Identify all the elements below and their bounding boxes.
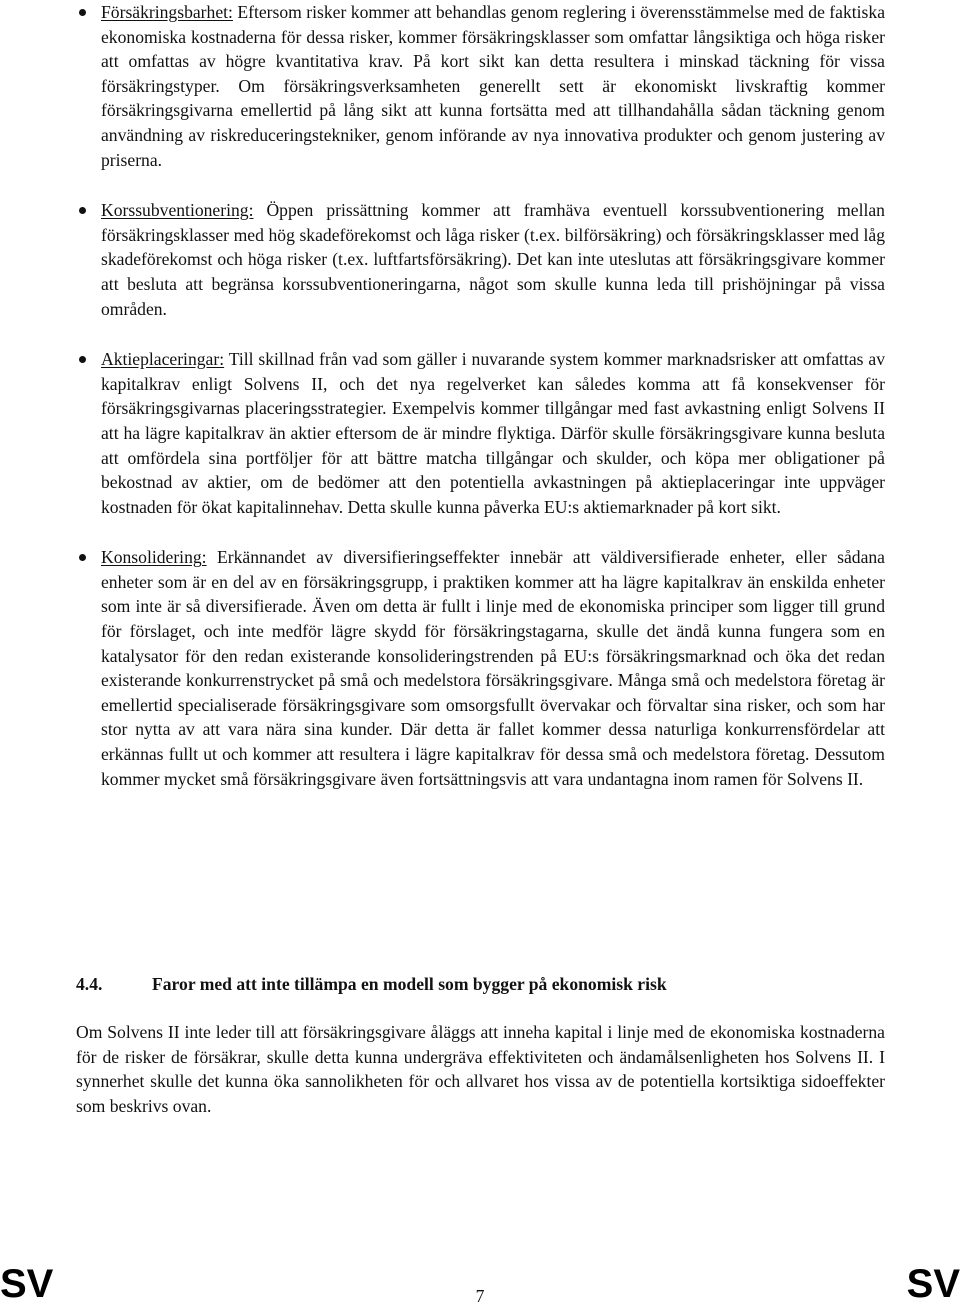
bullet-term: Konsolidering: [101,547,207,568]
bullet-dot-icon [79,207,86,214]
section-number: 4.4. [76,974,103,994]
bullet-dot-icon [79,9,86,16]
bullet-korssubventionering [0,198,960,321]
page-number: 7 [475,1286,485,1306]
bullet-term: Aktieplaceringar: [101,349,225,370]
bullet-text: Öppen prissättning kommer att framhäva eventuell korssubventionering mellan försäkringsklasser med hög skadeförekomst och låga risker (t.ex. bilförsäkring) och försäkringsklasser med låg skadeförekomst och höga risker (t.ex. luftfartsförsäkring). Det kan inte uteslutas att försäkringsgivare kommer att besluta att begränsa korssubventioneringarna, något som skulle kunna leda till prishöjningar på vissa områden. [101,200,885,319]
bullet-term: Korssubventionering: [101,200,254,221]
bullet-text: Till skillnad från vad som gäller i nuvarande system kommer marknadsrisker att omfattas av kapitalkrav enligt Solvens II, och det nya regelverket kan således komma att få konsekvenser för försäkringsgivarnas placeringsstrategier. Exempelvis kommer tillgångar med fast avkastning enligt Solvens II att ha lägre kapitalkrav än aktier eftersom de är mindre flyktiga. Därför skulle försäkringsgivare kunna besluta att omfördela sina portföljer för att bättre matcha tillgångar och skulder, och köpa mer obligationer på bekostnad av aktier, om de bedömer att den potentiella avkastningen på aktieplaceringar inte uppväger kostnaden för ökat kapitalinnehav. Detta skulle kunna påverka EU:s aktiemarknader på kort sikt. [101,349,885,517]
bullet-forsakringsbarhet [0,0,960,172]
section-title: Faror med att inte tillämpa en modell som bygger på ekonomisk risk [152,974,667,994]
footer-language-left: SV [0,1262,54,1306]
bullet-text: Erkännandet av diversifieringseffekter innebär att väldiversifierade enheter, eller sådana enheter som är en del av en försäkringsgrupp, i praktiken kommer att ha lägre kapitalkrav än enskilda enheter som inte är så diversifierade. Även om detta är fullt i linje med de ekonomiska principer som ligger till grund för förslaget, och inte medför lägre skydd för försäkringstagarna, skulle det ändå kunna fungera som en katalysator för den redan existerande konsolideringstrenden på EU:s försäkringsmarknad och öka det redan existerande konkurrenstrycket på små och medelstora försäkringsgivare. Många små och medelstora företag är emellertid specialiserade försäkringsgivare som omsorgsfullt övervakar och förvaltar sina risker, och som har stor nytta av att vara nära sina kunder. Där detta är fallet kommer dessa naturliga konkurrensfördelar att erkännas fullt ut och kommer att resultera i lägre kapitalkrav för dessa små och medelstora företag. Dessutom kommer mycket små försäkringsgivare även fortsättningsvis att vara undantagna inom ramen för Solvens II. [101,547,885,789]
footer-language-right: SV [906,1262,960,1306]
section-paragraph: Om Solvens II inte leder till att försäkringsgivare åläggs att inneha kapital i linje med de ekonomiska kostnaderna för de risker de försäkrar, skulle detta kunna undergräva effektiviteten och ändamålsenligheten hos Solvens II. I synnerhet skulle det kunna öka sannolikheten för och allvaret hos vissa av de potentiella kortsiktiga sidoeffekter som beskrivs ovan. [76,1022,885,1116]
bullet-dot-icon [79,554,86,561]
section-heading [76,972,876,997]
bullet-konsolidering [0,545,960,791]
bullet-text: Eftersom risker kommer att behandlas genom reglering i överensstämmelse med de faktiska ekonomiska kostnaderna för dessa risker, kommer försäkringsklasser som omfattar långsiktiga och höga risker att omfattas av högre kvantitativa krav. På kort sikt kan detta resultera i minskad täckning för vissa försäkringstyper. Om försäkringsverksamheten generellt sett är ekonomiskt livskraftig kommer försäkringsgivarna emellertid på lång sikt att kunna fortsätta med att tillhandahålla sådan täckning genom användning av riskreduceringstekniker, genom införande av nya innovativa produkter och genom justering av priserna. [101,2,886,170]
bullet-term: Försäkringsbarhet: [101,2,233,22]
bullet-aktieplaceringar [0,347,960,519]
bullet-dot-icon [79,356,86,363]
